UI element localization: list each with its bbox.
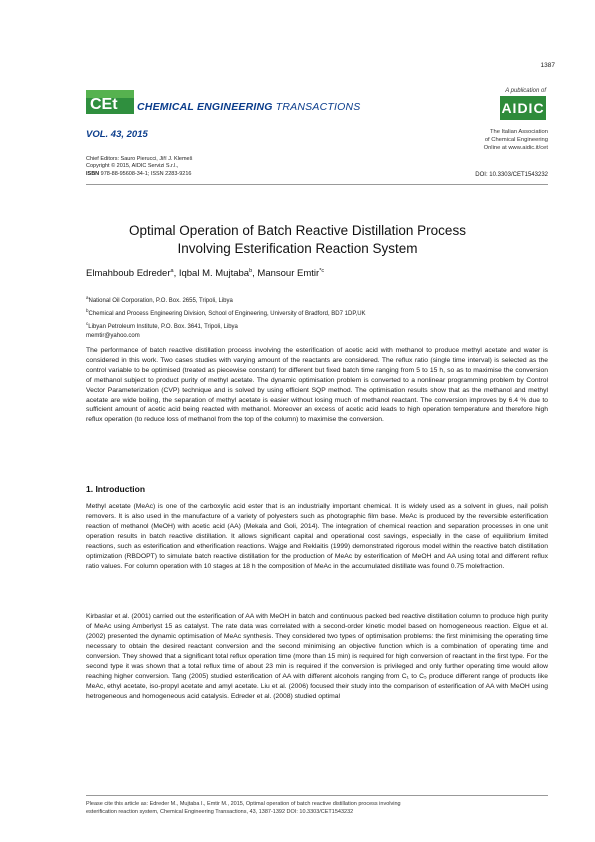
isbn-label: ISBN — [86, 170, 100, 177]
footer-line-2: esterification reaction system, Chemical Engineering Transactions, 43, 1387-1392 DOI: 10.3303/CET1543232 — [86, 808, 354, 815]
doi: DOI: 10.3303/CET1543232 — [475, 172, 548, 178]
journal-title — [137, 101, 360, 113]
journal-title-light: TRANSACTIONS — [272, 101, 361, 113]
aidic-line-3: Online at www.aidic.it/cet — [483, 145, 548, 151]
aidic-logo: AIDIC — [500, 96, 546, 120]
affiliation-b: $^b$Chemical and Process Engineering Division, School of Engineering, University of Bradford, BD7 1DP,UK — [86, 308, 366, 317]
author-3-sup: *c — [319, 268, 325, 274]
aidic-publication-label: A publication of — [505, 88, 546, 94]
chief-editors: Chief Editors: Sauro Pierucci, Jiří J. Klemeš — [86, 156, 193, 162]
paper-title — [70, 222, 525, 258]
authors — [86, 268, 324, 279]
isbn-line — [86, 171, 192, 178]
cet-journal-logo — [86, 90, 134, 114]
affiliations — [86, 293, 366, 341]
logo-text: CEt — [90, 96, 118, 113]
isbn-value: 978-88-95608-34-1; ISSN 2283-9216 — [99, 170, 192, 177]
journal-title-bold: CHEMICAL ENGINEERING — [137, 101, 273, 113]
intro-paragraph-1: Methyl acetate (MeAc) is one of the carboxylic acid ester that is an industrially important chemical. It is widely used as a solvent in glues, nail polish removers. It is also used in the manufacture of a variety of polyesters such as photographic film base. MeAc is produced by the reversible esterification reaction of methanol (MeOH) with acetic acid (AA) (Mekala and Goli, 2014). The integration of chemical reaction and separation processes in one unit operation results in batch reactive distillation. It allows significant capital and operational cost savings, especially in the case of equilibrium limited reactions, such as esterification and etherification reactions. Wajge and Reklaitis (1999) demonstrated rigorous model within the reactive batch distillation optimization (RBDOPT) to simulate batch reactive distillation for the production of MeAc by esterification of MeOH and AA using total and different reflux ratio values. For column operation with 10 stages at 18 h the composition of MeAc in the accumulated distillate was found 0.75 molefraction. — [86, 503, 548, 570]
footer-divider — [86, 795, 548, 796]
paper-title-line-2: Involving Esterification Reaction System — [177, 241, 418, 256]
citation-footer — [86, 801, 548, 816]
corresponding-email: memtir@yahoo.com — [86, 333, 140, 339]
abstract: The performance of batch reactive distillation process involving the esterification of acetic acid with methanol to produce methyl acetate and water is considered in this work. Two cases studies with varying amount of the reactants are considered. The reflux ratio (single time interval) is selected as the control variable to be optimised (treated as piecewise constant) for different but fixed batch time ranging from 5 to 15 h, so as to maximise the conversion of methanol subject to product purity of methyl acetate. The dynamic optimisation problem is converted to a nonlinear programming problem by Control Vector Parameterization (CVP) technique and is solved by using efficient SQP method. The optimisation results show that as the methanol and methyl acetate are wide boiling, the separation of methyl acetate is easier without losing much of methanol reactant. The conversion improves by 6.4 % due to sufficient amount of acetic acid being reacted with methanol. Moreover an excess of acetic acid leads to high operation temperature and therefore high reflux operation (to reduce loss of methanol from the top of the column) to maximise the conversion. — [86, 347, 548, 424]
affiliation-c: $^c$Libyan Petroleum Institute, P.O. Box. 3641, Tripoli, Libya — [86, 321, 238, 330]
volume-label: VOL. 43, 2015 — [86, 129, 148, 140]
author-1-sup: a — [170, 268, 174, 274]
copyright: Copyright © 2015, AIDIC Servizi S.r.l., — [86, 163, 179, 170]
aidic-publisher-block — [448, 88, 548, 120]
paper-title-line-1: Optimal Operation of Batch Reactive Distillation Process — [129, 223, 466, 238]
aidic-line-1: The Italian Association — [489, 129, 548, 135]
author-3: , Mansour Emtir — [252, 268, 320, 280]
aidic-line-2: of Chemical Engineering — [484, 137, 548, 143]
section-heading-introduction: 1. Introduction — [86, 484, 146, 494]
header-divider — [86, 184, 548, 185]
author-2-sup: b — [249, 268, 253, 274]
page-number: 1387 — [540, 62, 555, 69]
author-1: Elmahboub Edreder — [86, 268, 171, 280]
footer-line-1: Please cite this article as: Edreder M., Mujtaba I., Emtir M., 2015, Optimal operation of batch reactive distillation process involving — [86, 801, 401, 807]
editors-block — [86, 156, 192, 178]
author-2: , Iqbal M. Mujtaba — [173, 268, 250, 280]
aidic-info — [438, 128, 548, 152]
intro-paragraph-2: Kirbaslar et al. (2001) carried out the esterification of AA with MeOH in batch and continuous packed bed reactive distillation column to produce high purity of MeAc using Amberlyst 15 as catalyst. The rate data was correlated with a second-order kinetic model based on homogeneous reaction. Elgue et al. (2002) presented the dynamic optimisation of MeAc synthesis. They considered two types of optimisation problems: the first minimising the operating time necessary to obtain the desired reactant conversion and the second minimising an objective function which is a combination of operating time and conversion. They showed that a significant total reflux operation time (more than 15 min) is required for high conversion of reactant in the first type. For the second type it was shown that a total reflux time of about 23 min is required if the conversion is privileged and only further operating time would allow reaching higher conversion. Tang (2005) studied esterification of AA with different alcohols ranging from C₁ to C₅ produce different range of products like MeAc, ethyl acetate, iso-propyl acetate and amyl acetate. Liu et al. (2006) focused their study into the comparison of esterification of AA with MeOH using hetrogeneous and homogeneous acid catalysis. Edreder et al. (2008) studied optimal — [86, 613, 548, 700]
affiliation-a: $^a$National Oil Corporation, P.O. Box. 2655, Tripoli, Libya — [86, 295, 233, 304]
